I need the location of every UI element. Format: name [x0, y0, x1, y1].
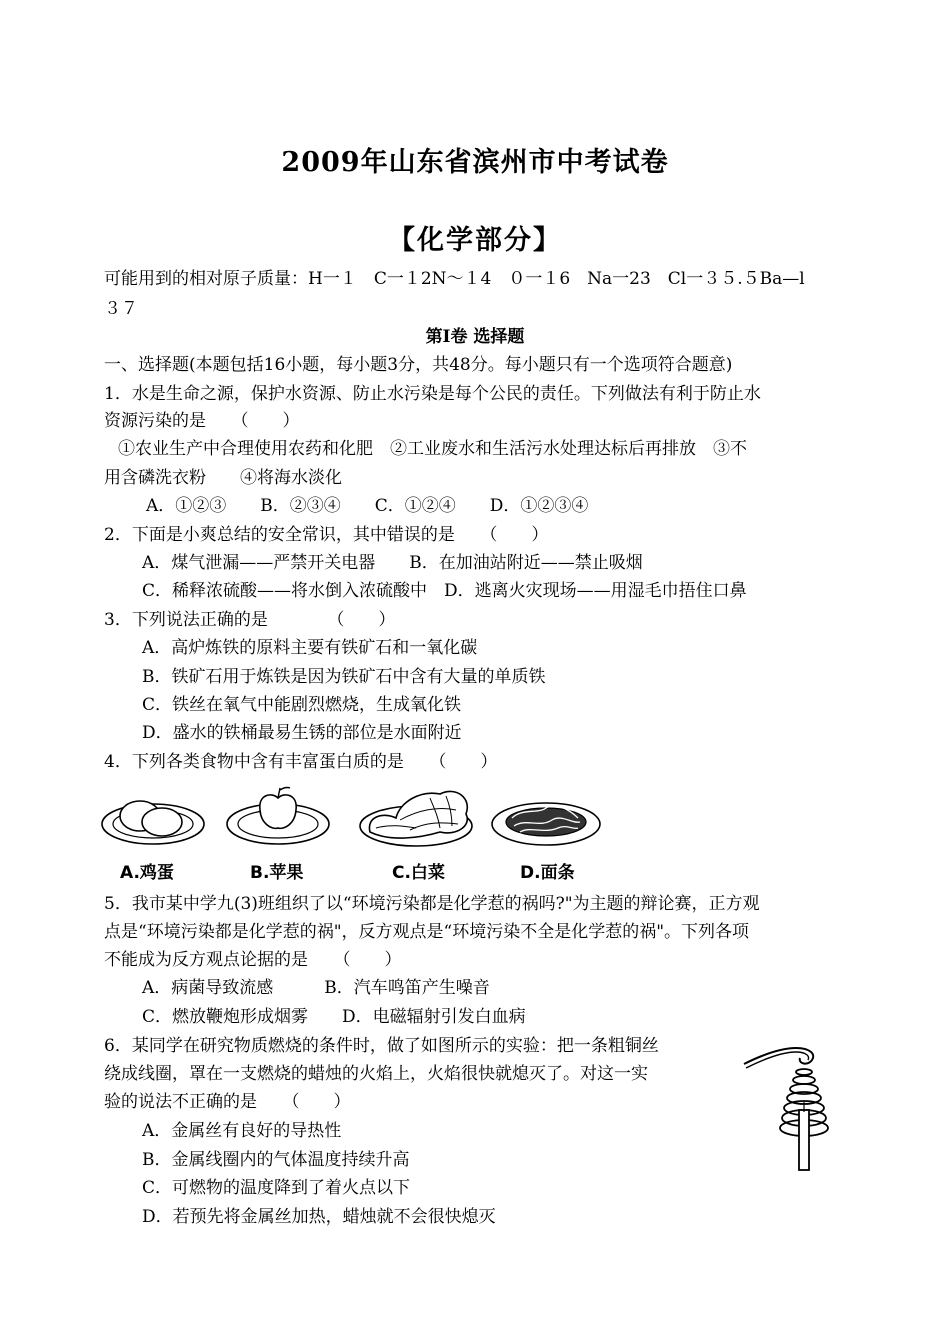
q5-options-line-2: C．燃放鞭炮形成烟雾 D．电磁辐射引发白血病 — [142, 1007, 526, 1027]
q3-option-d: D．盛水的铁桶最易生锈的部位是水面附近 — [142, 723, 462, 743]
food-caption-b: B.苹果 — [250, 863, 304, 883]
q6-option-a: A．金属丝有良好的导热性 — [142, 1121, 342, 1141]
q6-stem-line-1: 6．某同学在研究物质燃烧的条件时，做了如图所示的实验：把一条粗铜丝 — [104, 1036, 659, 1056]
q6-option-c: C．可燃物的温度降到了着火点以下 — [142, 1178, 411, 1198]
exam-title: 2009年山东省滨州市中考试卷 — [281, 147, 669, 178]
apple-plate-illustration — [227, 788, 329, 845]
q4-stem: 4．下列各类食物中含有丰富蛋白质的是 （ ） — [104, 752, 498, 772]
food-caption-d: D.面条 — [520, 863, 575, 883]
food-illustrations — [100, 780, 620, 852]
q6-option-d: D．若预先将金属丝加热，蜡烛就不会很快熄灭 — [142, 1207, 496, 1227]
food-caption-a: A.鸡蛋 — [120, 863, 174, 883]
q5-stem-line-3: 不能成为反方观点论据的是 （ ） — [104, 950, 402, 970]
atomic-mass-line-2: ３７ — [104, 299, 138, 319]
atomic-mass-line-1: 可能用到的相对原子质量：H一１ C一１2N～１4 ０一１6 Na一23 Cl一３５.５Ba—l — [104, 269, 805, 289]
section-subtitle: 【化学部分】 — [388, 225, 562, 256]
q3-option-c: C．铁丝在氧气中能剧烈燃烧，生成氧化铁 — [142, 695, 462, 715]
section-intro: 一、选择题(本题包括16小题，每小题3分，共48分。每小题只有一个选项符合题意) — [104, 355, 733, 375]
q5-options-line-1: A．病菌导致流感 B．汽车鸣笛产生噪音 — [142, 978, 490, 998]
volume-title: 第Ⅰ卷 选择题 — [425, 327, 525, 347]
q6-stem-line-2: 绕成线圈，罩在一支燃烧的蜡烛的火焰上，火焰很快就熄灭了。对这一实 — [104, 1064, 648, 1084]
food-caption-c: C.白菜 — [392, 863, 445, 883]
noodles-plate-illustration — [492, 803, 600, 845]
q6-option-b: B．金属线圈内的气体温度持续升高 — [142, 1150, 410, 1170]
q3-option-a: A．高炉炼铁的原料主要有铁矿石和一氧化碳 — [142, 638, 478, 658]
q3-option-b: B．铁矿石用于炼铁是因为铁矿石中含有大量的单质铁 — [142, 667, 546, 687]
q5-stem-line-1: 5．我市某中学九(3)班组织了以“环境污染都是化学惹的祸吗?"为主题的辩论赛，正方观 — [104, 894, 760, 914]
q2-options-line-1: A．煤气泄漏——严禁开关电器 B．在加油站附近——禁止吸烟 — [142, 553, 643, 573]
q2-stem: 2．下面是小爽总结的安全常识，其中错误的是 （ ） — [104, 525, 549, 545]
copper-coil-candle-illustration — [740, 1038, 850, 1173]
q2-options-line-2: C．稀释浓硫酸——将水倒入浓硫酸中 D．逃离火灾现场——用湿毛巾捂住口鼻 — [142, 581, 747, 601]
q6-stem-line-3: 验的说法不正确的是 （ ） — [104, 1092, 351, 1112]
egg-plate-illustration — [102, 801, 204, 844]
q5-stem-line-2: 点是“环境污染都是化学惹的祸"，反方观点是“环境污染不全是化学惹的祸"。下列各项 — [104, 922, 750, 942]
q1-stem-line-2: 资源污染的是 （ ） — [104, 411, 300, 431]
q1-items-line-2: 用含磷洗衣粉 ④将海水淡化 — [104, 468, 342, 488]
q1-options: A．①②③ B．②③④ C．①②④ D．①②③④ — [146, 496, 589, 516]
q1-stem-line-1: 1．水是生命之源，保护水资源、防止水污染是每个公民的责任。下列做法有利于防止水 — [104, 384, 761, 404]
q1-items-line-1: ①农业生产中合理使用农药和化肥 ②工业废水和生活污水处理达标后再排放 ③不 — [118, 439, 747, 459]
q3-stem: 3．下列说法正确的是 （ ） — [104, 610, 396, 630]
cabbage-plate-illustration — [360, 791, 472, 846]
